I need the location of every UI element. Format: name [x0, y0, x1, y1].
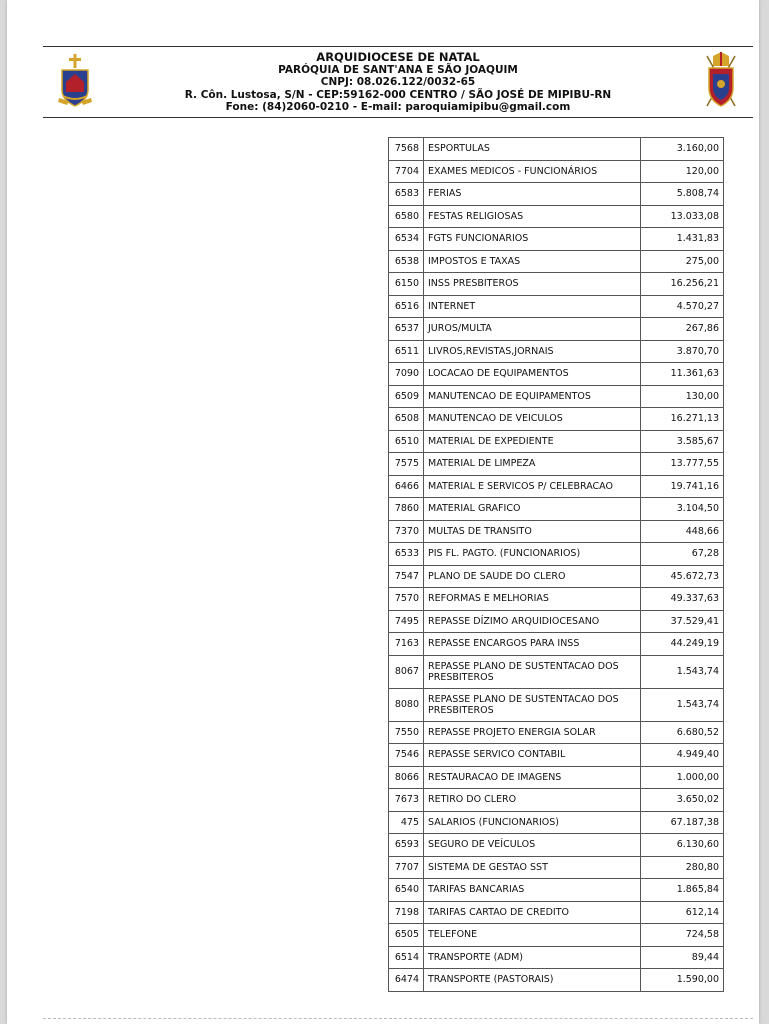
contact-info: Fone: (84)2060-0210 - E-mail: paroquiamipibu@gmail.com	[225, 101, 571, 113]
account-description: MANUTENCAO DE EQUIPAMENTOS	[424, 385, 641, 408]
account-description: REPASSE PLANO DE SUSTENTACAO DOS PRESBITEROS	[424, 688, 641, 721]
account-description: PIS FL. PAGTO. (FUNCIONARIOS)	[424, 543, 641, 566]
account-description: REFORMAS E MELHORIAS	[424, 588, 641, 611]
account-description: TARIFAS BANCARIAS	[424, 879, 641, 902]
account-code: 7575	[389, 453, 424, 476]
table-row	[389, 430, 724, 453]
table-row	[389, 475, 724, 498]
footer-divider	[43, 1018, 753, 1019]
table-row	[389, 789, 724, 812]
table-row	[389, 205, 724, 228]
account-code: 6474	[389, 969, 424, 992]
account-code: 7570	[389, 588, 424, 611]
account-value: 13.033,08	[641, 205, 724, 228]
table-row	[389, 295, 724, 318]
account-description: TELEFONE	[424, 924, 641, 947]
account-value: 3.585,67	[641, 430, 724, 453]
account-description: IMPOSTOS E TAXAS	[424, 250, 641, 273]
table-row	[389, 543, 724, 566]
table-row	[389, 633, 724, 656]
account-value: 6.130,60	[641, 834, 724, 857]
table-row	[389, 588, 724, 611]
account-value: 3.160,00	[641, 138, 724, 161]
account-value: 19.741,16	[641, 475, 724, 498]
account-description: SISTEMA DE GESTAO SST	[424, 856, 641, 879]
account-code: 6508	[389, 408, 424, 431]
account-value: 280,80	[641, 856, 724, 879]
account-description: REPASSE PLANO DE SUSTENTACAO DOS PRESBITEROS	[424, 655, 641, 688]
account-description: FERIAS	[424, 183, 641, 206]
account-description: PLANO DE SAUDE DO CLERO	[424, 565, 641, 588]
account-value: 13.777,55	[641, 453, 724, 476]
table-row	[389, 688, 724, 721]
letterhead	[43, 46, 753, 118]
table-row	[389, 453, 724, 476]
account-code: 6593	[389, 834, 424, 857]
account-code: 7707	[389, 856, 424, 879]
account-description: FESTAS RELIGIOSAS	[424, 205, 641, 228]
account-description: SEGURO DE VEÍCULOS	[424, 834, 641, 857]
table-row	[389, 318, 724, 341]
account-value: 16.256,21	[641, 273, 724, 296]
table-row	[389, 946, 724, 969]
account-description: MATERIAL DE EXPEDIENTE	[424, 430, 641, 453]
account-description: INTERNET	[424, 295, 641, 318]
account-description: MANUTENCAO DE VEICULOS	[424, 408, 641, 431]
table-row	[389, 969, 724, 992]
account-description: MULTAS DE TRANSITO	[424, 520, 641, 543]
table-row	[389, 363, 724, 386]
account-code: 6510	[389, 430, 424, 453]
table-row	[389, 610, 724, 633]
account-description: TARIFAS CARTAO DE CREDITO	[424, 901, 641, 924]
account-code: 6516	[389, 295, 424, 318]
account-description: JUROS/MULTA	[424, 318, 641, 341]
table-row	[389, 138, 724, 161]
account-value: 1.543,74	[641, 655, 724, 688]
table-row	[389, 744, 724, 767]
account-code: 7550	[389, 721, 424, 744]
account-description: LOCACAO DE EQUIPAMENTOS	[424, 363, 641, 386]
account-description: MATERIAL GRAFICO	[424, 498, 641, 521]
table-row	[389, 183, 724, 206]
account-value: 45.672,73	[641, 565, 724, 588]
table-row	[389, 228, 724, 251]
account-description: MATERIAL DE LIMPEZA	[424, 453, 641, 476]
account-value: 37.529,41	[641, 610, 724, 633]
account-value: 3.650,02	[641, 789, 724, 812]
account-code: 7090	[389, 363, 424, 386]
account-description: RESTAURACAO DE IMAGENS	[424, 766, 641, 789]
account-code: 7198	[389, 901, 424, 924]
account-code: 6534	[389, 228, 424, 251]
account-description: FGTS FUNCIONARIOS	[424, 228, 641, 251]
address: R. Côn. Lustosa, S/N - CEP:59162-000 CENTRO / SÃO JOSÉ DE MIPIBU-RN	[184, 88, 612, 101]
table-row	[389, 811, 724, 834]
account-value: 1.431,83	[641, 228, 724, 251]
account-description: REPASSE DÍZIMO ARQUIDIOCESANO	[424, 610, 641, 633]
account-code: 6537	[389, 318, 424, 341]
account-value: 67,28	[641, 543, 724, 566]
account-code: 6583	[389, 183, 424, 206]
table-row	[389, 924, 724, 947]
parish-name: PARÓQUIA DE SANT'ANA E SÃO JOAQUIM	[278, 63, 518, 76]
table-row	[389, 565, 724, 588]
table-row	[389, 498, 724, 521]
account-code: 7860	[389, 498, 424, 521]
account-value: 4.949,40	[641, 744, 724, 767]
account-description: MATERIAL E SERVICOS P/ CELEBRACAO	[424, 475, 641, 498]
account-code: 6509	[389, 385, 424, 408]
bishop-coat-of-arms-icon	[701, 52, 741, 110]
table-row	[389, 385, 724, 408]
account-value: 49.337,63	[641, 588, 724, 611]
account-code: 6505	[389, 924, 424, 947]
account-code: 8080	[389, 688, 424, 721]
account-description: REPASSE SERVICO CONTABIL	[424, 744, 641, 767]
account-description: SALARIOS (FUNCIONARIOS)	[424, 811, 641, 834]
account-code: 7370	[389, 520, 424, 543]
account-value: 724,58	[641, 924, 724, 947]
account-value: 448,66	[641, 520, 724, 543]
account-code: 6511	[389, 340, 424, 363]
account-value: 1.000,00	[641, 766, 724, 789]
account-code: 6580	[389, 205, 424, 228]
account-value: 5.808,74	[641, 183, 724, 206]
account-value: 1.865,84	[641, 879, 724, 902]
account-value: 3.104,50	[641, 498, 724, 521]
account-description: ESPORTULAS	[424, 138, 641, 161]
table-row	[389, 721, 724, 744]
table-row	[389, 250, 724, 273]
account-code: 8067	[389, 655, 424, 688]
account-code: 8066	[389, 766, 424, 789]
account-description: TRANSPORTE (ADM)	[424, 946, 641, 969]
account-value: 267,86	[641, 318, 724, 341]
account-code: 7673	[389, 789, 424, 812]
account-value: 1.543,74	[641, 688, 724, 721]
table-row	[389, 340, 724, 363]
account-description: REPASSE ENCARGOS PARA INSS	[424, 633, 641, 656]
document-page	[7, 0, 759, 1024]
account-description: RETIRO DO CLERO	[424, 789, 641, 812]
account-code: 7547	[389, 565, 424, 588]
account-code: 6538	[389, 250, 424, 273]
account-value: 3.870,70	[641, 340, 724, 363]
account-value: 89,44	[641, 946, 724, 969]
table-row	[389, 834, 724, 857]
account-value: 6.680,52	[641, 721, 724, 744]
account-value: 130,00	[641, 385, 724, 408]
account-value: 120,00	[641, 160, 724, 183]
table-row	[389, 879, 724, 902]
letterhead-text	[43, 51, 753, 114]
account-value: 67.187,38	[641, 811, 724, 834]
account-value: 11.361,63	[641, 363, 724, 386]
account-description: TRANSPORTE (PASTORAIS)	[424, 969, 641, 992]
table-row	[389, 901, 724, 924]
table-row	[389, 520, 724, 543]
table-row	[389, 160, 724, 183]
account-code: 7495	[389, 610, 424, 633]
account-description: EXAMES MEDICOS - FUNCIONÁRIOS	[424, 160, 641, 183]
table-row	[389, 273, 724, 296]
account-code: 7163	[389, 633, 424, 656]
account-value: 4.570,27	[641, 295, 724, 318]
account-description: LIVROS,REVISTAS,JORNAIS	[424, 340, 641, 363]
account-code: 475	[389, 811, 424, 834]
account-code: 7704	[389, 160, 424, 183]
account-code: 6540	[389, 879, 424, 902]
table-row	[389, 408, 724, 431]
account-description: REPASSE PROJETO ENERGIA SOLAR	[424, 721, 641, 744]
account-code: 6466	[389, 475, 424, 498]
account-value: 16.271,13	[641, 408, 724, 431]
table-row	[389, 766, 724, 789]
account-value: 44.249,19	[641, 633, 724, 656]
account-code: 6514	[389, 946, 424, 969]
account-code: 7546	[389, 744, 424, 767]
expense-accounts-table	[388, 137, 724, 992]
table-row	[389, 856, 724, 879]
account-code: 6533	[389, 543, 424, 566]
account-code: 6150	[389, 273, 424, 296]
table-row	[389, 655, 724, 688]
account-value: 1.590,00	[641, 969, 724, 992]
account-code: 7568	[389, 138, 424, 161]
account-description: INSS PRESBITEROS	[424, 273, 641, 296]
account-value: 275,00	[641, 250, 724, 273]
archdiocese-title: ARQUIDIOCESE DE NATAL	[316, 50, 480, 64]
cnpj: CNPJ: 08.026.122/0032-65	[320, 76, 476, 88]
account-value: 612,14	[641, 901, 724, 924]
